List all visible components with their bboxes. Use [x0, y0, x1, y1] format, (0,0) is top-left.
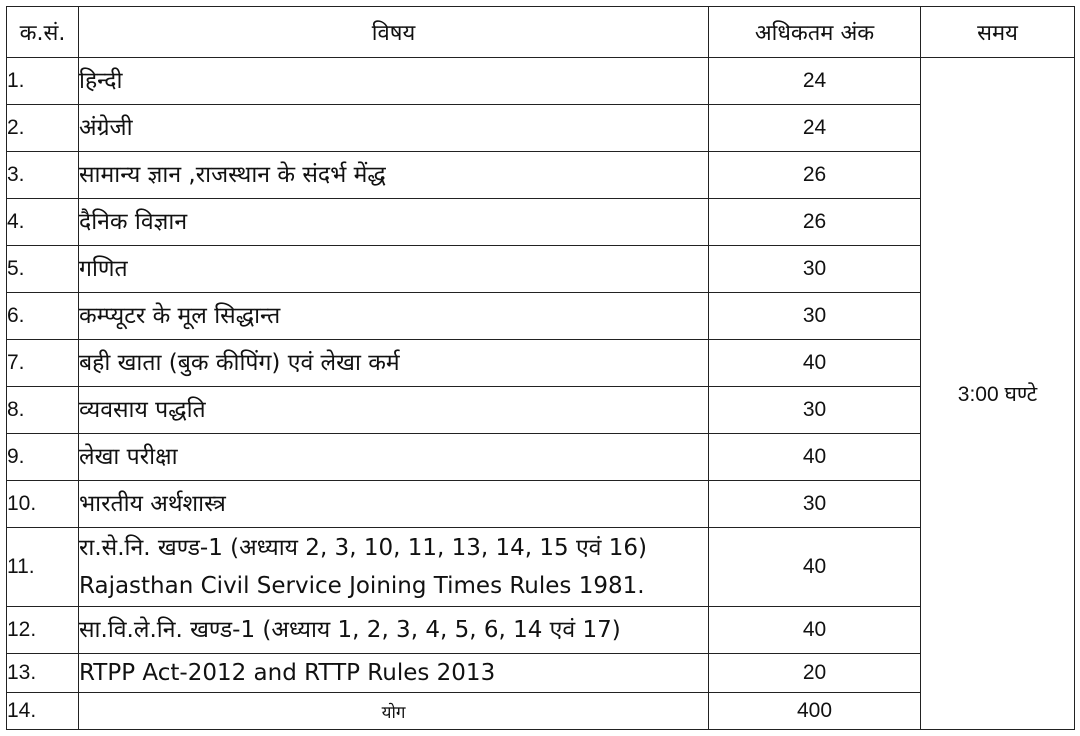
row-subject: बही खाता (बुक कीपिंग) एवं लेखा कर्म	[79, 340, 709, 387]
table-row	[7, 528, 1075, 607]
row-marks: 26	[709, 199, 921, 246]
table-row	[7, 481, 1075, 528]
row-marks: 40	[709, 528, 921, 607]
total-marks: 400	[709, 693, 921, 730]
row-serial: 2.	[7, 105, 79, 152]
row-serial: 3.	[7, 152, 79, 199]
table-row	[7, 152, 1075, 199]
row-marks: 30	[709, 481, 921, 528]
row-marks: 26	[709, 152, 921, 199]
row-serial: 1.	[7, 58, 79, 105]
row-marks: 24	[709, 105, 921, 152]
row-serial: 13.	[7, 654, 79, 693]
row-marks: 30	[709, 246, 921, 293]
header-max-marks: अधिकतम अंक	[709, 7, 921, 58]
row-marks: 40	[709, 434, 921, 481]
header-time: समय	[921, 7, 1075, 58]
row-subject: सामान्य ज्ञान ,राजस्थान के संदर्भ मेंद्ध	[79, 152, 709, 199]
row-serial: 6.	[7, 293, 79, 340]
row-serial: 12.	[7, 607, 79, 654]
row-subject: व्यवसाय पद्धति	[79, 387, 709, 434]
table-row	[7, 58, 1075, 105]
row-subject: RTPP Act-2012 and RTTP Rules 2013	[79, 654, 709, 693]
row-marks: 20	[709, 654, 921, 693]
table-row	[7, 293, 1075, 340]
total-serial: 14.	[7, 693, 79, 730]
table-row	[7, 105, 1075, 152]
row-marks: 30	[709, 387, 921, 434]
table-row	[7, 340, 1075, 387]
table-row	[7, 387, 1075, 434]
row-marks: 30	[709, 293, 921, 340]
row-subject: सा.वि.ले.नि. खण्ड-1 (अध्याय 1, 2, 3, 4, 5, 6, 14 एवं 17)	[79, 607, 709, 654]
row-serial: 5.	[7, 246, 79, 293]
row-serial: 9.	[7, 434, 79, 481]
row-subject: कम्प्यूटर के मूल सिद्धान्त	[79, 293, 709, 340]
row-serial: 11.	[7, 528, 79, 607]
table-row	[7, 607, 1075, 654]
row-marks: 40	[709, 607, 921, 654]
row-serial: 7.	[7, 340, 79, 387]
header-subject: विषय	[79, 7, 709, 58]
row-marks: 40	[709, 340, 921, 387]
header-serial: क.सं.	[7, 7, 79, 58]
row-subject: भारतीय अर्थशास्त्र	[79, 481, 709, 528]
row-serial: 4.	[7, 199, 79, 246]
table-row	[7, 654, 1075, 693]
total-label: योग	[79, 693, 709, 730]
row-subject: रा.से.नि. खण्ड-1 (अध्याय 2, 3, 10, 11, 13, 14, 15 एवं 16) Rajasthan Civil Service Joining Times Rules 1981.	[79, 528, 709, 607]
row-subject: दैनिक विज्ञान	[79, 199, 709, 246]
table-row	[7, 246, 1075, 293]
total-row	[7, 693, 1075, 730]
row-subject: हिन्दी	[79, 58, 709, 105]
row-subject: लेखा परीक्षा	[79, 434, 709, 481]
row-subject: गणित	[79, 246, 709, 293]
header-row	[7, 7, 1075, 58]
time-value: 3:00 घण्टे	[957, 382, 1038, 406]
row-serial: 10.	[7, 481, 79, 528]
row-subject: अंग्रेजी	[79, 105, 709, 152]
table-row	[7, 434, 1075, 481]
time-cell	[921, 58, 1075, 730]
table-row	[7, 199, 1075, 246]
row-marks: 24	[709, 58, 921, 105]
syllabus-table	[6, 6, 1075, 730]
row-serial: 8.	[7, 387, 79, 434]
